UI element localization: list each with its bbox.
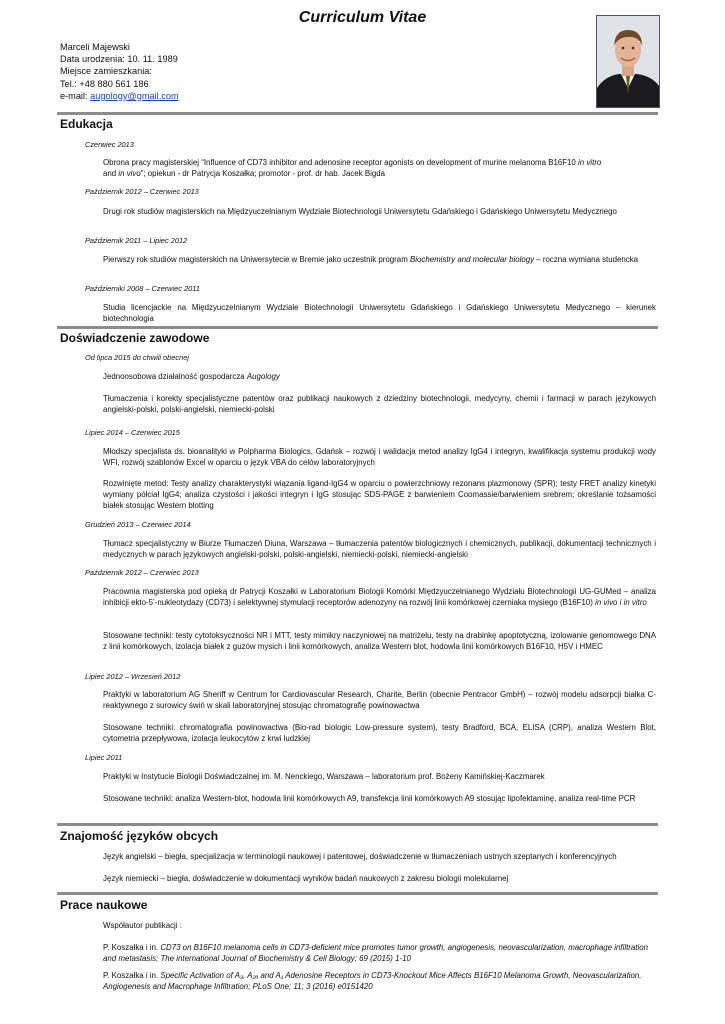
section-heading-publications: Prace naukowe — [60, 898, 148, 912]
experience-entry-text: Rozwinięte metod: Testy analizy charakterystyki wiązania ligand-IgG4 w oparciu o powierzchniowy rezonans plazmonowy (SPR); testy FRET analizy kinetyki wymiany półciał IgG4; analiza czystości i jakości integryn i IgG stosując SDS-PAGE z barwieniem Coomassie/barwieniem srebrem; określanie tożsamości białek stosując Western blotting — [103, 479, 656, 510]
experience-entry-text: Tłumacz specjalistyczny w Biurze Tłumaczeń Diuna, Warszawa – tłumaczenia patentów biologicznych i chemicznych, publikacji, dokumentacji technicznych i medycznych w parach językowych angielski-polski, polski-angielski, niemiecki-polski, niemiecki-angielski — [103, 539, 656, 559]
experience-date: Lipiec 2012 – Wrzesień 2012 — [85, 672, 181, 681]
section-divider — [57, 112, 658, 115]
section-heading-languages: Znajomość języków obcych — [60, 829, 219, 843]
contact-phone: Tel.: +48 880 561 186 — [60, 78, 149, 89]
publications-intro: Współautor publikacji : — [103, 921, 182, 930]
education-date: Październiki 2008 – Czerwiec 2011 — [85, 284, 200, 293]
experience-date: Od lipca 2015 do chwili obecnej — [85, 353, 189, 362]
section-divider — [57, 823, 658, 826]
experience-date: Grudzień 2013 – Czerwiec 2014 — [85, 520, 191, 529]
contact-block — [60, 41, 179, 102]
contact-name: Marceli Majewski — [60, 42, 130, 52]
contact-birth-date: Data urodzenia: 10. 11. 1989 — [60, 54, 178, 65]
experience-date: Lipiec 2011 — [85, 753, 123, 762]
profile-photo — [596, 15, 660, 108]
language-item: Język niemiecki – biegła, doświadczenie w dokumentacji wyników badań naukowych z zakresu biologii molekularnej — [103, 874, 509, 883]
experience-date: Lipiec 2014 – Czerwiec 2015 — [85, 428, 180, 437]
section-heading-education: Edukacja — [60, 117, 113, 131]
experience-entry-text: Praktyki w laboratorium AG Sheriff w Centrum for Cardiovascular Research, Charite, Berlin (obecnie Pentracor GmbH) – rozwój modelu adsorpcji białka C-reaktywnego z surowicy świń w skali laboratoryjnej stosując chromatografię powinowactwa — [103, 690, 656, 710]
experience-entry-text: Stosowane techniki: analiza Western-blot, hodowla linii komórkowych A9, transfekcja linii komórkowych A9 stosując lipofektaminę, analiza real-time PCR — [103, 794, 636, 803]
publication-item: P. Koszałka i in. CD73 on B16F10 melanoma cells in CD73-deficient mice promotes tumor growth, angiogenesis, neovascularization, macrophage infiltration and metastasis; The international Journal of Biochemistry & Cell Biology; 69 (2015) 1-10 — [103, 943, 649, 963]
experience-entry-text: Młodszy specjalista ds. bioanalityki w Polpharma Biologics, Gdańsk – rozwój i walidacja metod analizy IgG4 i integryn, kwalifikacja systemu produkcji wody WFI, rozwój szablonów Excel w oparciu o język VBA do celów laboratoryjnych — [103, 447, 656, 467]
experience-entry-text: Tłumaczenia i korekty specjalistyczne patentów oraz publikacji naukowych z dziedziny biotechnologii, medycyny, chemii i farmacji w parach językowych angielski-polski, polski-angielski, niemiecki-polski — [103, 394, 656, 414]
education-entry-text: Pierwszy rok studiów magisterskich na Uniwersytecie w Bremie jako uczestnik program Biochemistry and molecular biology – roczna wymiana studencka — [103, 255, 639, 264]
experience-entry-text: Jednoosobowa działalność gospodarcza Augology — [103, 372, 280, 381]
education-date: Czerwiec 2013 — [85, 140, 134, 149]
experience-entry-text: Stosowane techniki: testy cytotoksyczności NR i MTT, testy mimikry naczyniowej na matriżelu, testy na drabinkę apoptotyczną, izolowanie genomowego DNA z linii komórkowych, izolacja białek z guzów mysich i linii komórkowych, analiza Western blot, hodowla linii komórkowych B16F10, H5V i HMEC — [103, 631, 656, 651]
education-entry-text: Studia licencjackie na Międzyuczelnianym Wydziale Biotechnologii Uniwersytetu Gdańskiego i Gdańskiego Uniwersytetu Medycznego – kierunek biotechnologia — [103, 303, 656, 323]
section-heading-experience: Doświadczenie zawodowe — [60, 331, 210, 345]
section-divider — [57, 892, 658, 895]
experience-entry-text: Pracownia magisterska pod opieką dr Patrycji Koszałki w Laboratorium Biologii Komórki Międzyuczelnianego Wydziału Biotechnologii UG-GUMed – analiza inhibicji ekto-5’-nukleotydazy (CD73) i selektywnej stymulacji receptorów adenozyny na rozwój linii komórkowej czerniaka mysiego (B16F10) in vivo i in vitro — [103, 587, 656, 607]
language-item: Język angielski – biegła, specjalizacja w terminologii naukowej i patentowej, doświadczenie w tłumaczeniach ustnych szeptanych i konferencyjnych — [103, 852, 617, 861]
education-entry-text: Obrona pracy magisterskiej “Influence of CD73 inhibitor and adenosine receptor agonists on development of murine melanoma B16F10 in vitro and in vivo”; opiekun - dr Patrycja Koszałka; promotor - prof. dr hab. Jacek Bigda — [103, 158, 602, 178]
document-title: Curriculum Vitae — [298, 9, 427, 26]
contact-email-label: e-mail: — [60, 90, 91, 101]
contact-residence: Miejsce zamieszkania: — [60, 66, 152, 77]
section-divider — [57, 326, 658, 329]
experience-entry-text: Praktyki w Instytucie Biologii Doświadczalnej im. M. Nenckiego, Warszawa – laboratorium prof. Bożeny Kamińskiej-Kaczmarek — [103, 772, 545, 781]
experience-date: Październik 2012 – Czerwiec 2013 — [85, 568, 199, 577]
contact-email-row — [60, 90, 179, 102]
email-link[interactable]: augology@gmail.com — [90, 90, 179, 101]
person-photo-icon — [597, 16, 659, 107]
education-date: Październik 2011 – Lipiec 2012 — [85, 236, 188, 245]
publication-item: P. Koszałka i in. Specific Activation of A₃, A₂ₐ and A₁ Adenosine Receptors in CD73-Knockout Mice Affects B16F10 Melanoma Growth, Neovascularization, Angiogenesis and Macrophage Infiltration; PLoS One; 11; 3 (2016) e0151420 — [103, 971, 642, 991]
experience-entry-text: Stosowane techniki: chromatografia powinowactwa (Bio-rad biologic Low-pressure system), testy Bradford, BCA, ELISA (CRP), analiza Western Blot, cytometria przepływowa, izolacja leukocytów z krwi ludzkiej — [103, 723, 656, 743]
education-entry-text: Drugi rok studiów magisterskich na Międzyuczelnianym Wydziale Biotechnologii Uniwersytetu Gdańskiego i Gdańskiego Uniwersytetu Medycznego — [103, 207, 617, 216]
education-date: Październik 2012 – Czerwiec 2013 — [85, 187, 199, 196]
